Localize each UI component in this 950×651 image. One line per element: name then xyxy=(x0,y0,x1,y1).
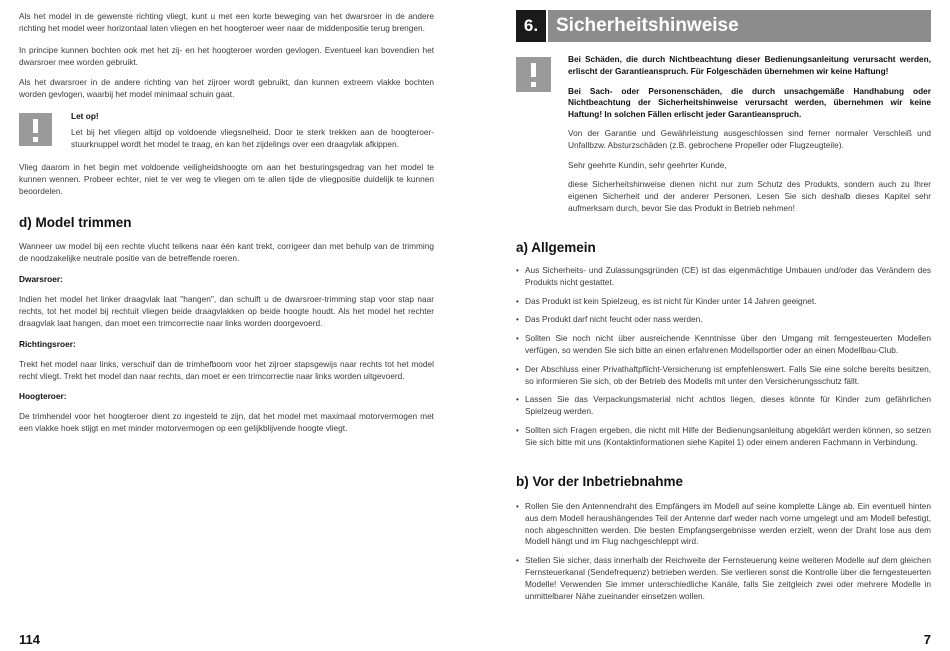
chapter-header xyxy=(516,10,931,42)
section-title: a) Allgemein xyxy=(516,240,596,255)
chapter-title: Sicherheitshinweise xyxy=(548,10,931,42)
warning-box xyxy=(516,54,931,227)
exclamation-icon xyxy=(19,113,52,146)
list-item: • Sollten sich Fragen ergeben, die nicht mit Hilfe der Bedienungsanleitung abgeklärt werden können, so setzen Sie sich bitte mit uns (Kontaktinformationen siehe Kapitel 1) oder einem anderen Fachmann in Verbindung. xyxy=(516,425,931,449)
warning-box xyxy=(19,113,434,153)
paragraph: Trekt het model naar links, verschuif dan de trimhefboom voor het zijroer stapsgewijs naar rechts tot het model recht vliegt. Trekt het model dan naar rechts, dan moet er een trimcorrectie naar links worden uitgevoerd. xyxy=(19,359,434,381)
right-page xyxy=(516,0,931,651)
paragraph: Wanneer uw model bij een rechte vlucht telkens naar één kant trekt, corrigeer dan met behulp van de trimming de noodzakelijke neutrale positie van de betreffende roeren. xyxy=(19,241,434,263)
list-item: • Sollten Sie noch nicht über ausreichende Kenntnisse über den Umgang mit ferngesteuerten Modellen verfügen, so wenden Sie sich bitte an einen erfahrenen Modellsportler oder an einen Modellbau-Club. xyxy=(516,333,931,357)
section-title: b) Vor der Inbetriebnahme xyxy=(516,474,684,489)
paragraph: Als het model in de gewenste richting vliegt, kunt u met een korte beweging van het dwarsroer in de andere richting het model weer horizontaal laten vliegen en het hoogteroer weer naar de middenpositie terug brengen. xyxy=(19,11,434,33)
warning-bold: Bei Sach- oder Personenschäden, die durch unsachgemäße Handhabung oder Nichtbeachtung der Sicherheitshinweise verursacht werden, übernehmen wir keine Haftung! In solchen Fällen erlischt jeder Garantieanspruch. xyxy=(568,85,931,120)
page-number: 7 xyxy=(923,632,931,647)
paragraph: Als het dwarsroer in de andere richting van het zijroer wordt gebruikt, dan kunnen extreem vlakke bochten worden gevlogen, waarbij het model minimaal schuin gaat. xyxy=(19,77,434,99)
bullet-list xyxy=(516,501,931,609)
paragraph: Vlieg daarom in het begin met voldoende veiligheidshoogte om aan het besturingsgedrag van het model te kunnen wennen. Probeer echter, niet te ver weg te vliegen om te allen tijde de vliegpositie duidelijk te kunnen beoordelen. xyxy=(19,162,434,196)
list-item: • Aus Sicherheits- und Zulassungsgründen (CE) ist das eigenmächtige Umbauen und/oder das Verändern des Produkts nicht gestattet. xyxy=(516,265,931,289)
warning-bold: Bei Schäden, die durch Nichtbeachtung dieser Bedienungsanleitung verursacht werden, erlischt der Garantieanspruch. Für Folgeschäden übernehmen wir keine Haftung! xyxy=(568,54,931,76)
paragraph: Von der Garantie und Gewährleistung ausgeschlossen sind ferner normaler Verschleiß und Unfallbzw. Absturzschäden (z.B. gebrochene Propeller oder Flugzeugteile). xyxy=(568,127,931,150)
paragraph: diese Sicherheitshinweise dienen nicht nur zum Schutz des Produkts, sondern auch zu Ihrer eigenen Sicherheit und der anderer Personen. Lesen Sie sich deshalb dieses Kapitel sehr aufmerksam durch, bevor Sie das Produkt in Betrieb nehmen! xyxy=(568,179,931,213)
paragraph: De trimhendel voor het hoogteroer dient zo ingesteld te zijn, dat het model met maximaal motorvermogen met een vlakke hoek stijgt en met minder motorvermogen op een gelijkblijvende hoogte vliegt. xyxy=(19,411,434,433)
left-page xyxy=(19,0,434,651)
list-item: • Lassen Sie das Verpackungsmaterial nicht achtlos liegen, dieses könnte für Kinder zum gefährlichen Spielzeug werden. xyxy=(516,394,931,418)
paragraph: Sehr geehrte Kundin, sehr geehrter Kunde, xyxy=(568,159,727,170)
list-item: • Rollen Sie den Antennendraht des Empfängers im Modell auf seine komplette Länge ab. Ein eventuell hinten aus dem Modell heraushängendes Teil der Antenne darf weder nach vorne umgelegt und am Modell befestigt, noch abgeschnitten werden. Die besten Empfangsergebnisse werden erzielt, wenn der Draht lose aus dem Modell hängt und im Flug nachgeschleppt wird. xyxy=(516,501,931,548)
subheading: Hoogteroer: xyxy=(19,391,67,401)
paragraph: Indien het model het linker draagvlak laat "hangen", dan schuift u de dwarsroer-trimming stap voor stap naar rechts, tot het model bij rechtuit vliegen beide draagvlakken op beide hoogte houdt. Als het model het rechter draagvlak laat hangen, dan moet een trimcorrectie naar links worden doorgevoerd. xyxy=(19,294,434,328)
list-item: • Stellen Sie sicher, dass innerhalb der Reichweite der Fernsteuerung keine weiteren Modelle auf dem gleichen Fernsteuerkanal (Sendefrequenz) betrieben werden. Sie verlieren sonst die Kontrolle über die ferngesteuerten Modelle! Verwenden Sie immer unterschiedliche Kanäle, falls Sie zeitgleich zwei oder mehrere Modelle in unmittelbarer Nähe zueinander einsetzen wollen. xyxy=(516,555,931,602)
page-number: 114 xyxy=(19,632,40,647)
list-item: • Das Produkt ist kein Spielzeug, es ist nicht für Kinder unter 14 Jahren geeignet. xyxy=(516,296,931,308)
subheading: Richtingsroer: xyxy=(19,339,76,349)
chapter-number: 6. xyxy=(516,10,546,42)
list-item: • Das Produkt darf nicht feucht oder nass werden. xyxy=(516,314,931,326)
bullet-list xyxy=(516,265,931,456)
list-item: • Der Abschluss einer Privathaftpflicht-Versicherung ist empfehlenswert. Falls Sie eine solche bereits besitzen, so informieren Sie sich, ob der Betrieb des Modells mit unter den Versicherungsschutz fällt. xyxy=(516,364,931,388)
subheading: Dwarsroer: xyxy=(19,274,63,284)
warning-title: Let op! xyxy=(71,111,99,121)
section-title: d) Model trimmen xyxy=(19,215,132,230)
exclamation-icon xyxy=(516,57,551,92)
warning-text: Let bij het vliegen altijd op voldoende vliegsnelheid. Door te sterk trekken aan de hoogteroer-stuurknuppel wordt het model te traag, en kan het zijdelings over een draagvlak afkippen. xyxy=(71,126,434,149)
paragraph: In principe kunnen bochten ook met het zij- en het hoogteroer worden gevlogen. Eventueel kan bovendien het dwarsroer mee worden gebruikt. xyxy=(19,45,434,67)
